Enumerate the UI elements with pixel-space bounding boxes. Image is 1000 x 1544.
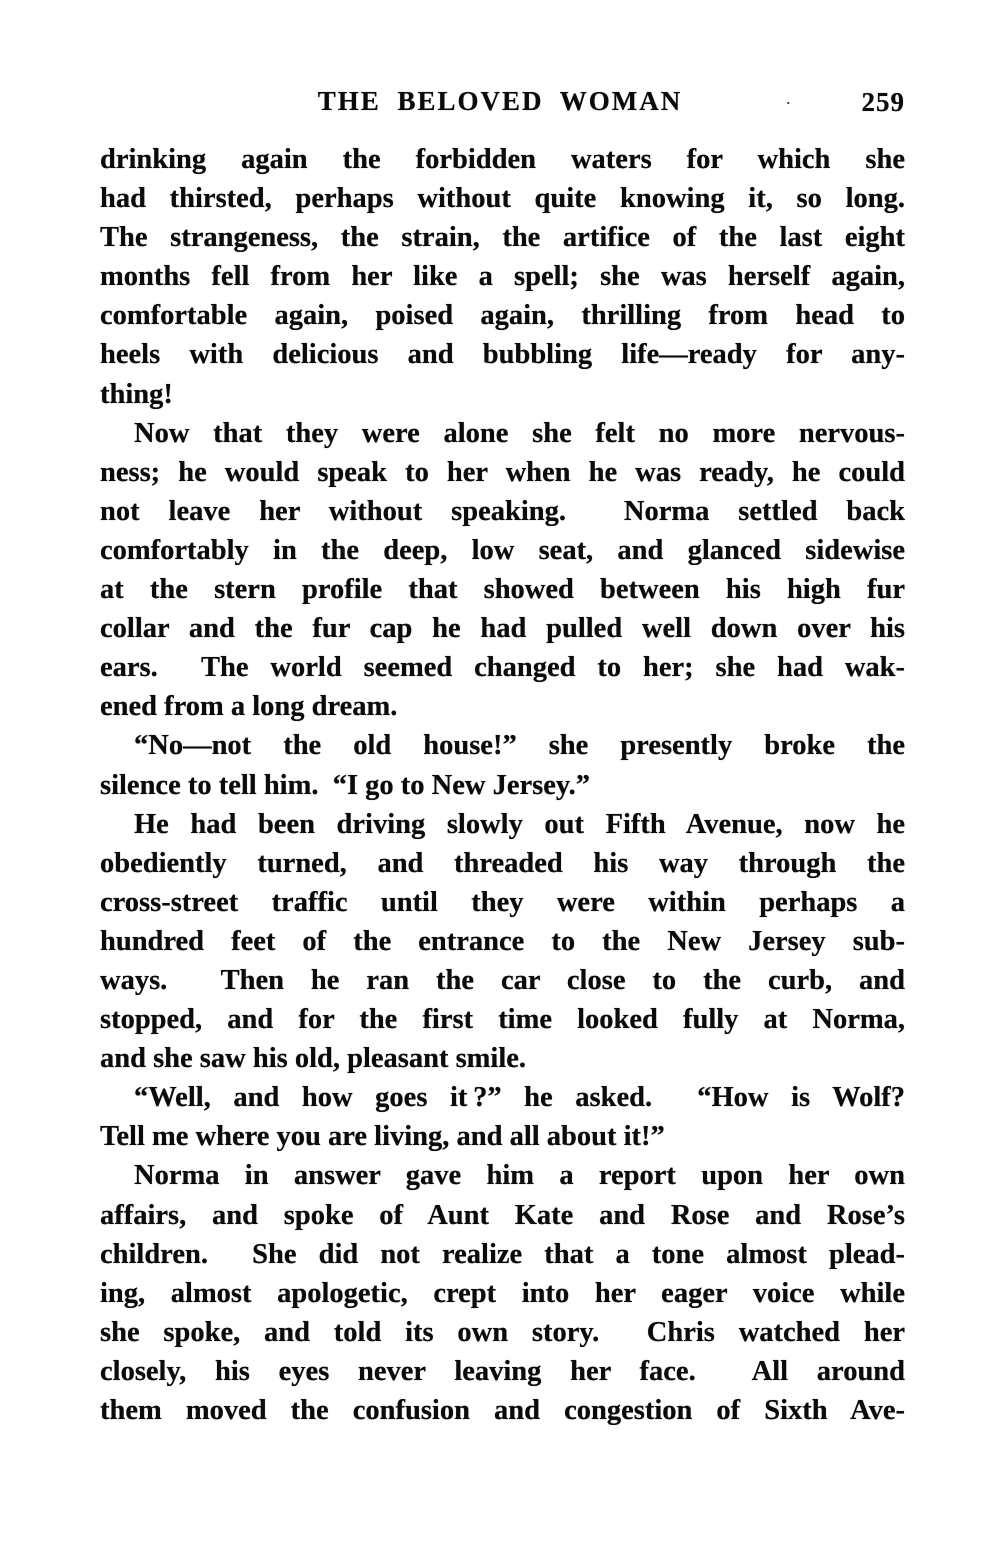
text-line: she spoke, and told its own story. Chris watched her xyxy=(100,1316,905,1348)
text-line: comfortably in the deep, low seat, and glanced sidewise xyxy=(100,534,905,566)
text-line: and she saw his old, pleasant smile. xyxy=(100,1043,527,1075)
text-line: ears. The world seemed changed to her; she had wak- xyxy=(100,652,905,684)
running-header xyxy=(0,86,1000,120)
text-line: thing! xyxy=(100,378,173,410)
text-line: drinking again the forbidden waters for which she xyxy=(100,144,905,175)
text-line: collar and the fur cap he had pulled well down over his xyxy=(100,613,905,645)
text-line: He had been driving slowly out Fifth Avenue, now he xyxy=(134,808,905,840)
text-line: cross-street traffic until they were within perhaps a xyxy=(100,886,905,918)
text-line: comfortable again, poised again, thrilling from head to xyxy=(100,300,905,332)
text-line: silence to tell him. “I go to New Jersey.” xyxy=(100,769,590,801)
text-line: not leave her without speaking. Norma settled back xyxy=(100,495,905,527)
page-number: 259 xyxy=(861,87,905,117)
text-line: ened from a long dream. xyxy=(100,691,398,723)
text-line: affairs, and spoke of Aunt Kate and Rose and Rose’s xyxy=(100,1199,905,1231)
text-line: them moved the confusion and congestion of Sixth Ave- xyxy=(100,1395,905,1426)
text-line: children. She did not realize that a tone almost plead- xyxy=(100,1238,905,1270)
text-line: obediently turned, and threaded his way through the xyxy=(100,847,905,879)
scan-speck: . xyxy=(786,88,791,108)
text-line: ing, almost apologetic, crept into her eager voice while xyxy=(100,1277,905,1309)
text-line: had thirsted, perhaps without quite knowing it, so long. xyxy=(100,183,905,215)
page-body xyxy=(100,140,905,1430)
text-line: Norma in answer gave him a report upon her own xyxy=(134,1160,905,1192)
text-line: ways. Then he ran the car close to the curb, and xyxy=(100,964,905,996)
text-line: “Well, and how goes it ?” he asked. “How is Wolf? xyxy=(134,1082,905,1114)
text-line: heels with delicious and bubbling life—ready for any- xyxy=(100,339,905,371)
text-line: Now that they were alone she felt no more nervous- xyxy=(134,417,905,449)
text-line: “No—not the old house!” she presently broke the xyxy=(134,730,905,762)
running-header-title: THE BELOVED WOMAN xyxy=(317,86,683,116)
text-line: The strangeness, the strain, the artifice of the last eight xyxy=(100,222,905,254)
text-line: hundred feet of the entrance to the New Jersey sub- xyxy=(100,925,905,957)
text-line: stopped, and for the first time looked fully at Norma, xyxy=(100,1004,905,1036)
text-line: closely, his eyes never leaving her face. All around xyxy=(100,1355,905,1387)
text-line: at the stern profile that showed between his high fur xyxy=(100,574,905,606)
text-line: ness; he would speak to her when he was ready, he could xyxy=(100,456,905,488)
text-line: months fell from her like a spell; she was herself again, xyxy=(100,261,905,293)
text-line: Tell me where you are living, and all about it!” xyxy=(100,1121,665,1153)
